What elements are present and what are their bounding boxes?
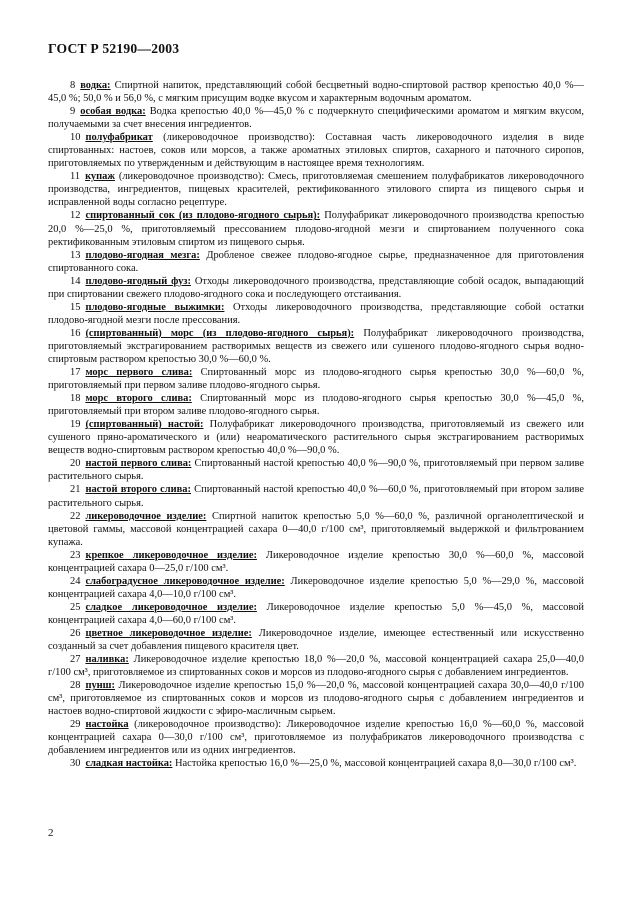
entry-number: 29: [70, 719, 81, 731]
entry-term: пунш:: [85, 680, 115, 692]
definition-entry: [48, 627, 584, 653]
entry-text: Ликероводочное изделие крепостью 5,0 %—45,0 %, массовой концентрацией сахара 4,0—60,0 г/100 см³.: [48, 601, 584, 626]
entry-number: 11: [70, 171, 81, 183]
definition-entry: [48, 209, 584, 248]
definition-entry: [48, 79, 584, 105]
entry-number: 24: [70, 575, 81, 587]
entry-term: особая водка:: [80, 106, 146, 118]
definition-entry: [48, 653, 584, 679]
entry-term: крепкое ликероводочное изделие:: [85, 549, 257, 561]
definition-entry: [48, 170, 584, 209]
entry-number: 13: [70, 249, 81, 261]
entry-number: 25: [70, 601, 81, 613]
entry-number: 30: [70, 758, 81, 770]
entry-text: Спиртованный настой крепостью 40,0 %—90,0 %, приготовляемый при первом заливе растительного сырья.: [48, 458, 584, 483]
entry-term: сладкая настойка:: [85, 758, 173, 770]
entry-term: ликероводочное изделие:: [85, 510, 207, 522]
definition-entry: [48, 275, 584, 301]
entry-text: Спиртной напиток крепостью 5,0 %—60,0 %, различной органолептической и цветовой гаммы, массовой концентрацией сахара 0—40,0 г/100 см³, приготовляемый выдержкой и фильтрованием купажа.: [48, 510, 584, 548]
entry-number: 21: [70, 484, 81, 496]
definition-entry: [48, 131, 584, 170]
entry-number: 18: [70, 393, 81, 405]
definition-entry: [48, 327, 584, 366]
definition-entry: [48, 757, 584, 770]
entry-number: 28: [70, 680, 81, 692]
page-number: 2: [48, 827, 54, 839]
definition-entry: [48, 392, 584, 418]
entry-number: 12: [70, 210, 81, 222]
entry-text: Водка крепостью 40,0 %—45,0 % с подчеркнуто специфическими ароматом и мягким вкусом, получаемыми за счет внесения ингредиентов.: [48, 106, 584, 131]
entry-number: 26: [70, 627, 81, 639]
definition-entry: [48, 718, 584, 757]
entry-text: Ликероводочное изделие крепостью 30,0 %—60,0 %, массовой концентрацией сахара 0—25,0 г/100 см³.: [48, 549, 584, 574]
entry-number: 22: [70, 510, 81, 522]
definition-entry: [48, 105, 584, 131]
entry-text: (ликероводочное производство): Ликероводочное изделие крепостью 16,0 %—60,0 %, массовой концентрацией сахара 0—30,0 г/100 см³, приготовляемое из полуфабрикатов ликероводочного производства с добавлением ингредиентов или из одних ингредиентов.: [48, 719, 584, 757]
entry-term: спиртованный сок (из плодово-ягодного сырья):: [85, 210, 321, 222]
entry-text: Полуфабрикат ликероводочного производства, приготовляемый экстрагированием растворимых веществ из свежего или сушеного плодово-ягодного сырья водно-спиртовым раствором крепостью 30,0 %—60,0 %.: [48, 327, 584, 365]
entry-text: Полуфабрикат ликероводочного производства крепостью 20,0 %—25,0 %, приготовляемый прессованием плодово-ягодной мезги и спиртованием полученного сока ректификованным этиловым спиртом из пищевого сырья.: [48, 210, 584, 248]
entry-text: Ликероводочное изделие крепостью 15,0 %—20,0 %, массовой концентрацией сахара 30,0—40,0 г/100 см³, приготовляемое из спиртованных соков и морсов из плодово-ягодного сырья с добавлением ингредиентов и настоев водно-спиртовой жидкости с эфиро-масличным сырьем.: [48, 680, 584, 718]
definition-entry: [48, 457, 584, 483]
entry-term: настой первого слива:: [85, 458, 192, 470]
entry-text: Ликероводочное изделие, имеющее естественный или искусственно созданный за счет добавления пищевого красителя цвет.: [48, 627, 585, 653]
entry-number: 9: [70, 106, 76, 118]
entry-term: (спиртованный) морс (из плодово-ягодного сырья):: [85, 327, 355, 339]
entry-text: Дробленое свежее плодово-ягодное сырье, предназначенное для приготовления спиртованного сока.: [48, 249, 584, 274]
entry-text: Ликероводочное изделие крепостью 18,0 %—20,0 %, массовой концентрацией сахара 25,0—40,0 г/100 см³, приготовляемое из спиртованных соков и морсов из плодово-ягодного сырья с добавлением ингредиентов.: [48, 654, 584, 679]
entry-number: 15: [70, 301, 81, 313]
entry-text: Настойка крепостью 16,0 %—25,0 %, массовой концентрацией сахара 8,0—30,0 г/100 см³.: [172, 758, 577, 770]
entry-term: плодово-ягодный фуз:: [85, 275, 191, 287]
definition-entry: [48, 249, 584, 275]
definition-entry: [48, 679, 584, 718]
entry-text: (ликероводочное производство): Смесь, приготовляемая смешением полуфабрикатов ликероводочного производства, ингредиентов, пищевых красителей, ректификованного этилового спирта из пищевого сырья и исправленной воды согласно рецептуре.: [48, 171, 584, 209]
definition-entry: [48, 483, 584, 509]
entry-text: Отходы ликероводочного производства, представляющие собой осадок, выпадающий при спиртовании свежего плодово-ягодного сока и последующего отстаивания.: [48, 275, 584, 300]
entry-term: морс второго слива:: [85, 393, 192, 405]
entry-text: Полуфабрикат ликероводочного производства, приготовляемый из свежего или сушеного пряно-ароматического и (или) неароматического растительного сырья экстрагированием растворимых веществ водно-спиртовым раствором крепостью 40,0 %—90,0 %.: [48, 419, 584, 457]
definitions-list: [48, 79, 584, 770]
entry-term: полуфабрикат: [85, 132, 153, 144]
entry-number: 8: [70, 80, 76, 91]
entry-term: настойка: [85, 719, 129, 731]
entry-term: плодово-ягодные выжимки:: [85, 301, 225, 313]
entry-number: 19: [70, 419, 81, 431]
entry-term: слабоградусное ликероводочное изделие:: [85, 575, 285, 587]
entry-number: 27: [70, 654, 81, 666]
definition-entry: [48, 366, 584, 392]
entry-term: морс первого слива:: [85, 367, 193, 379]
entry-term: цветное ликероводочное изделие:: [85, 627, 252, 639]
definition-entry: [48, 418, 584, 457]
entry-term: наливка:: [85, 654, 129, 666]
entry-term: сладкое ликероводочное изделие:: [85, 601, 257, 613]
entry-term: купаж: [85, 171, 115, 183]
definition-entry: [48, 301, 584, 327]
entry-term: настой второго слива:: [85, 484, 192, 496]
entry-term: водка:: [80, 80, 111, 91]
entry-term: (спиртованный) настой:: [85, 419, 204, 431]
entry-text: Спиртованный морс из плодово-ягодного сырья крепостью 30,0 %—45,0 %, приготовляемый при втором заливе плодово-ягодного сырья.: [48, 393, 584, 418]
entry-text: Отходы ликероводочного производства, представляющие собой остатки плодово-ягодной мезги после прессования.: [48, 301, 584, 326]
entry-number: 10: [70, 132, 81, 144]
definition-entry: [48, 575, 584, 601]
entry-text: Спиртной напиток, представляющий собой бесцветный водно-спиртовой раствор крепостью 40,0 %—45,0 %; 50,0 % и 56,0 %, с мягким присущим водке вкусом и характерным водочным ароматом.: [48, 80, 584, 105]
entry-number: 16: [70, 327, 81, 339]
entry-text: (ликероводочное производство): Составная часть ликероводочного изделия в виде спиртованных: настоев, соков или морсов, а также ароматных этиловых спиртов, сахарного и паточного сиропов, приготовляемых по утвержденным и действующим в настоящее время технологиям.: [48, 132, 584, 170]
entry-number: 23: [70, 549, 81, 561]
entry-text: Спиртованный настой крепостью 40,0 %—60,0 %, приготовляемый при втором заливе растительного сырья.: [48, 484, 584, 509]
entry-number: 17: [70, 367, 81, 379]
definition-entry: [48, 549, 584, 575]
entry-number: 20: [70, 458, 81, 470]
entry-text: Ликероводочное изделие крепостью 5,0 %—29,0 %, массовой концентрацией сахара 4,0—10,0 г/100 см³.: [48, 575, 584, 600]
entry-number: 14: [70, 275, 81, 287]
definition-entry: [48, 510, 584, 549]
entry-text: Спиртованный морс из плодово-ягодного сырья крепостью 30,0 %—60,0 %, приготовляемый при первом заливе плодово-ягодного сырья.: [48, 367, 584, 392]
entry-term: плодово-ягодная мезга:: [85, 249, 200, 261]
definition-entry: [48, 601, 584, 627]
document-header: ГОСТ Р 52190—2003: [48, 41, 180, 56]
